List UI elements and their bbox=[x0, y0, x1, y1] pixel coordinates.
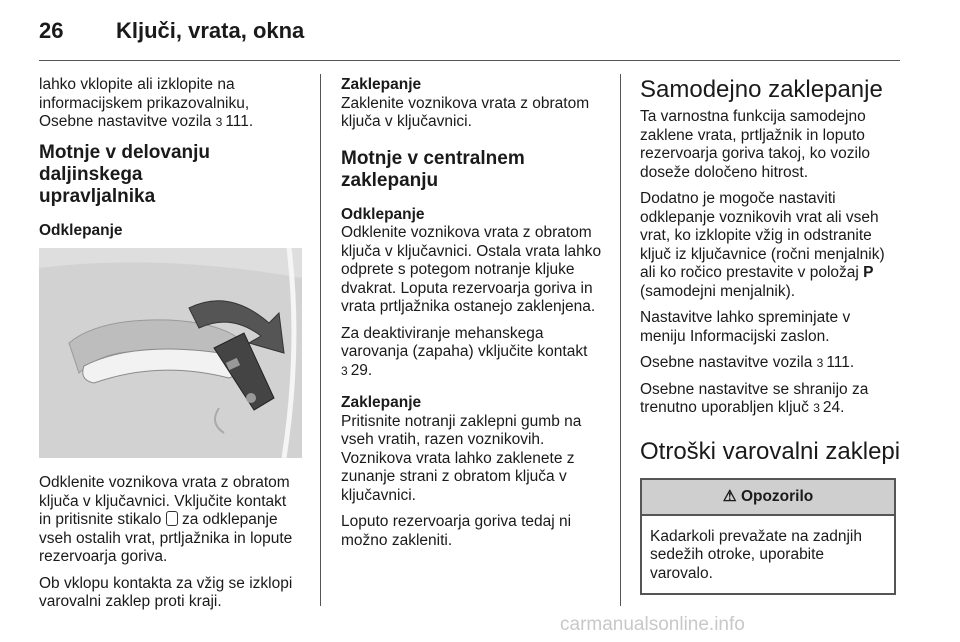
warning-body: Kadarkoli prevažate na zadnjih sedežih otroke, uporabite varovalo. bbox=[650, 527, 862, 582]
page-ref-icon: 3 bbox=[341, 363, 348, 378]
column-2 bbox=[341, 76, 611, 558]
deactivation-paragraph: Za deaktiviranje mehanskega varovanja (zapaha) vključite kontakt 3 29. bbox=[341, 324, 588, 379]
subheading-locking-2: Zaklepanje bbox=[341, 394, 422, 411]
subheading-unlocking: Odklepanje bbox=[39, 221, 123, 239]
section-heading-central-lock-fault: Motnje v centralnem zaklepanju bbox=[341, 147, 525, 191]
page-number: 26 bbox=[39, 18, 64, 43]
page-title: Ključi, vrata, okna bbox=[116, 18, 305, 43]
intro-paragraph: lahko vklopite ali izklopite na informacijskem prikazovalniku, Osebne nastavitve vozila 3 111. bbox=[39, 76, 254, 130]
section-heading-auto-lock: Samodejno zaklepanje bbox=[640, 76, 883, 103]
warning-box bbox=[640, 478, 896, 596]
warning-header: ⚠ Opozorilo bbox=[642, 480, 894, 516]
subheading-unlocking-2: Odklepanje bbox=[341, 205, 425, 223]
column-3 bbox=[640, 76, 902, 595]
page-ref-icon: 3 bbox=[813, 401, 820, 415]
column-divider-1 bbox=[320, 74, 321, 606]
warning-triangle-icon: ⚠ bbox=[722, 487, 737, 505]
page-ref-link[interactable]: 24. bbox=[822, 399, 845, 416]
key-settings-paragraph: Osebne nastavitve se shranijo za trenutno uporabljen ključ 3 24. bbox=[640, 380, 869, 416]
column-1 bbox=[39, 76, 309, 620]
section-heading-remote-fault: Motnje v delovanju daljinskega upravljalnika bbox=[39, 141, 211, 207]
page-ref-link[interactable]: 111. bbox=[826, 354, 855, 371]
unlock-paragraph: Odklenite voznikova vrata z obratom ključa v ključavnici. Vključite kontakt in pritisnite stikalo za odklepanje vseh ostalih vrat, prtljažnika in lopute rezervoarja goriva. bbox=[39, 474, 293, 565]
auto-unlock-paragraph: Dodatno je mogoče nastaviti odklepanje voznikovih vrat ali vseh vrat, ko izklopite vžig in odstranite ključ iz ključavnice (ročni menjalnik) ali ko ročico prestavite v položaj P (samodejni menjalnik). bbox=[640, 190, 885, 300]
page-ref-link[interactable]: 29. bbox=[350, 361, 373, 379]
manual-lock-paragraph: Pritisnite notranji zaklepni gumb na vseh vratih, razen voznikovih. Voznikova vrata lahko zaklenete z zunanje strani z obratom ključa v ključavnici. bbox=[341, 412, 582, 504]
fuel-flap-paragraph: Loputo rezervoarja goriva tedaj ni možno zakleniti. bbox=[341, 513, 572, 549]
page-ref-icon: 3 bbox=[215, 115, 223, 129]
locking-paragraph: Zaklenite voznikova vrata z obratom ključa v ključavnici. bbox=[341, 94, 590, 130]
door-handle-key-illustration bbox=[39, 248, 302, 458]
unlock-button-icon bbox=[166, 511, 178, 526]
page-ref-icon: 3 bbox=[816, 356, 824, 370]
header-rule bbox=[39, 60, 900, 61]
central-unlock-paragraph: Odklenite voznikova vrata z obratom ključa v ključavnici. Ostala vrata lahko odprete s potegom notranje kljuke dvakrat. Loputa rezervoarja goriva in vrata prtljažnika ostanejo zaklenjena. bbox=[341, 224, 602, 315]
personal-settings-paragraph: Osebne nastavitve vozila 3 111. bbox=[640, 354, 855, 371]
subheading-locking: Zaklepanje bbox=[341, 76, 422, 93]
watermark: carmanualsonline.info bbox=[560, 614, 745, 635]
auto-lock-paragraph: Ta varnostna funkcija samodejno zaklene vrata, prtljažnik in loputo rezervoarja goriva takoj, ko vozilo doseže določeno hitrost. bbox=[640, 108, 871, 181]
page-ref-link[interactable]: 111. bbox=[225, 113, 254, 130]
column-divider-2 bbox=[620, 74, 621, 606]
settings-paragraph: Nastavitve lahko spreminjate v meniju Informacijski zaslon. bbox=[640, 309, 851, 345]
section-heading-child-locks: Otroški varovalni zaklepi bbox=[640, 437, 901, 465]
ignition-paragraph: Ob vklopu kontakta za vžig se izklopi varovalni zaklep proti kraji. bbox=[39, 574, 293, 610]
